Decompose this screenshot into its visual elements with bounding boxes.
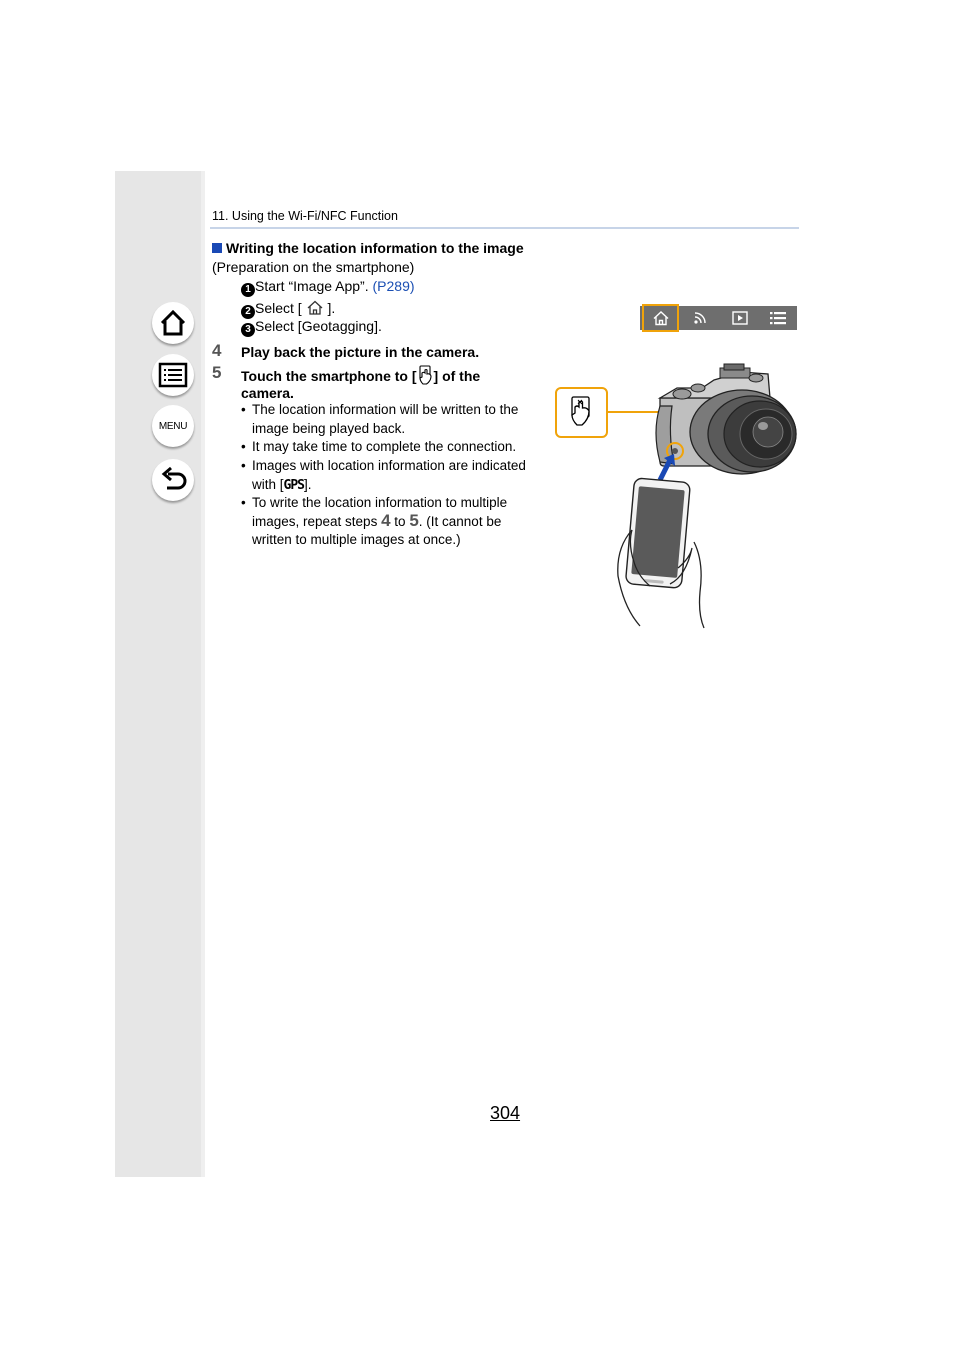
bullet-1-line1: The location information will be written to the (252, 402, 519, 417)
step-5-text-line2: camera. (241, 385, 294, 401)
tab-menu-list[interactable] (758, 306, 797, 330)
home-button[interactable] (152, 302, 194, 344)
wifi-icon (691, 309, 709, 327)
sub-step-number: 3 (241, 323, 255, 337)
playback-icon (731, 310, 749, 326)
step-4-text: Play back the picture in the camera. (241, 344, 480, 360)
tab-wifi[interactable] (680, 306, 719, 330)
home-icon (158, 308, 188, 338)
tab-home[interactable] (642, 304, 679, 332)
bullet-3-line1: Images with location information are indicated (252, 458, 526, 473)
back-arrow-icon (158, 465, 188, 495)
home-icon (652, 310, 670, 326)
tab-playback[interactable] (720, 306, 759, 330)
step-ref: 5 (409, 511, 419, 530)
step-5-text: Touch the smartphone to [ ] of the (241, 365, 480, 385)
table-of-contents-button[interactable] (152, 354, 194, 396)
menu-list-icon (769, 310, 787, 326)
step-number: 4 (212, 341, 222, 360)
step-number: 5 (212, 363, 222, 382)
bullet-marker: • (241, 458, 246, 473)
gps-badge: GPS (283, 478, 304, 493)
camera-tab-bar (640, 306, 797, 330)
nfc-touch-icon (417, 365, 434, 385)
sub-step-1: 1 Start “Image App”. (P289) (241, 277, 415, 297)
bullet-2-line1: It may take time to complete the connection. (252, 439, 517, 454)
home-icon (306, 300, 324, 315)
bullet-3-line2: with [GPS]. (252, 477, 312, 493)
page-number: 304 (490, 1103, 521, 1123)
bullet-marker: • (241, 495, 246, 510)
bullet-4-line1: To write the location information to multiple (252, 495, 508, 510)
sub-step-number: 2 (241, 305, 255, 319)
sidebar-edge (201, 171, 205, 1177)
preparation-note: (Preparation on the smartphone) (212, 259, 415, 275)
section-heading: Writing the location information to the image (212, 239, 524, 257)
back-button[interactable] (152, 459, 194, 501)
bullet-marker: • (241, 402, 246, 417)
sub-step-2: 2 Select [ ]. (241, 299, 335, 319)
step-ref: 4 (381, 511, 391, 530)
sub-step-number: 1 (241, 283, 255, 297)
bullet-4-line3: written to multiple images at once.) (252, 532, 461, 547)
menu-label: MENU (158, 420, 188, 432)
breadcrumb: 11. Using the Wi-Fi/NFC Function (212, 209, 398, 223)
sub-step-3: 3 Select [Geotagging]. (241, 317, 382, 337)
page-link-p289[interactable]: (P289) (372, 278, 415, 294)
menu-button[interactable] (152, 405, 194, 447)
header-rule (210, 227, 799, 229)
section-marker-icon (212, 243, 222, 253)
bullet-4-line2: images, repeat steps 4 to 5. (It cannot be (252, 511, 502, 530)
bullet-marker: • (241, 439, 246, 454)
camera-smartphone-illustration (552, 362, 804, 630)
bullet-1-line2: image being played back. (252, 421, 406, 436)
table-of-contents-icon (158, 362, 188, 388)
